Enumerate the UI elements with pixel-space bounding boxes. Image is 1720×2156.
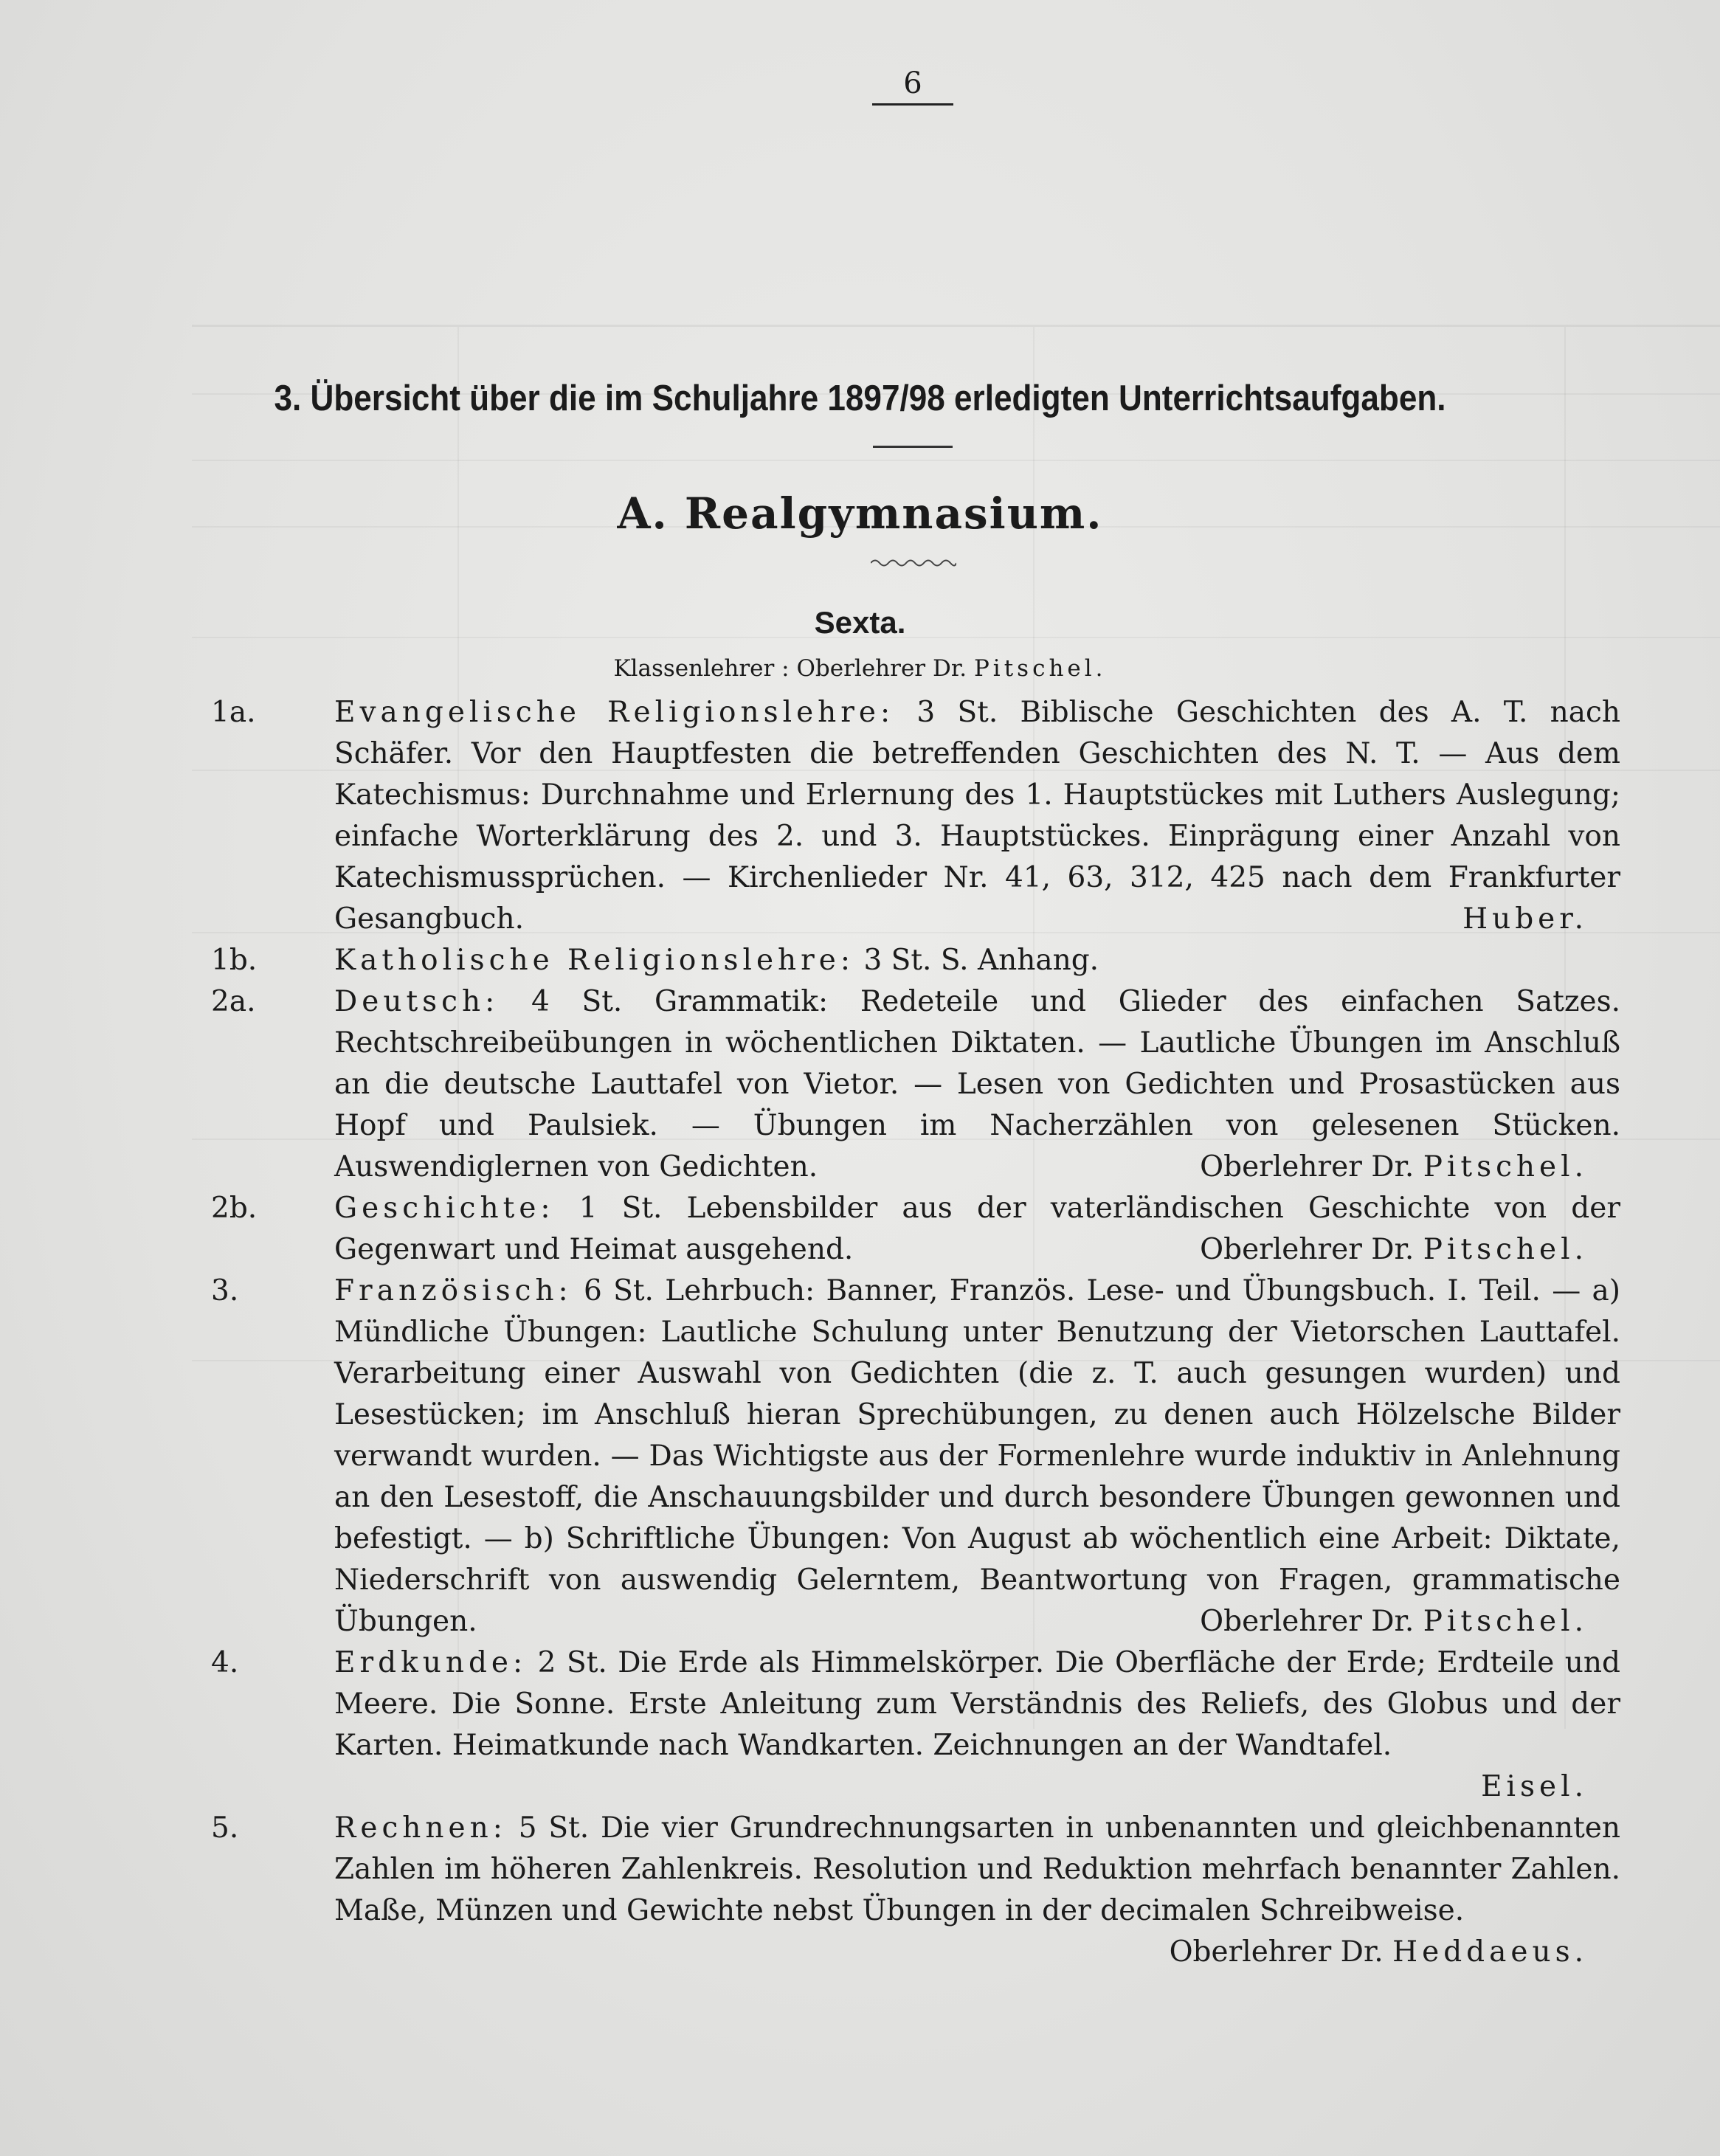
curriculum-entry — [211, 1271, 1620, 1642]
curriculum-entry — [211, 1642, 1620, 1808]
wavy-divider — [871, 558, 956, 568]
entry-text: 6 St. Lehrbuch: Banner, Französ. Lese- und Übungsbuch. I. Teil. — a) Mündliche Übungen: Lautliche Schulung unter Benutzung der Vietorschen Lauttafel. Verarbeitung einer Auswahl von Gedichten (die z. T. auch gesungen wurden) und Lesestücken; im Anschluß hieran Sprechübungen, zu denen auch Hölzelsche Bilder verwandt wurden. — Das Wichtigste aus der Formenlehre wurde induktiv in Anlehnung an den Lesestoff, die Anschauungsbilder und durch besondere Übungen gewonnen und befestigt. — b) Schriftliche Übungen: Von August ab wöchentlich eine Arbeit: Diktate, Niederschrift von auswendig Gelerntem, Beantwortung von Fragen, grammatische Übungen. — [334, 1274, 1620, 1638]
curriculum-entry — [211, 1188, 1620, 1271]
class-teacher-name: Pitschel. — [973, 655, 1107, 682]
page-heading: 3. Übersicht über die im Schuljahre 1897/98 erledigten Unterrichtsaufgaben. — [274, 379, 1446, 418]
curriculum-entry — [211, 981, 1620, 1188]
teacher-name: Huber. — [1462, 902, 1588, 936]
teacher-name: Pitschel. — [1423, 1605, 1588, 1638]
entry-teacher — [1200, 1147, 1588, 1188]
entry-number: 1b. — [211, 944, 258, 977]
entry-text: 2 St. Die Erde als Himmelskörper. Die Oberfläche der Erde; Erdteile und Meere. Die Sonne. Erste Anleitung zum Verständnis des Reliefs, des Globus und der Karten. Heimatkunde nach Wandkarten. Zeichnungen an der Wandtafel. — [334, 1646, 1620, 1762]
entry-teacher — [1200, 1601, 1588, 1642]
entry-subject: Deutsch: — [334, 985, 500, 1018]
entry-number: 5. — [211, 1811, 239, 1845]
entry-text: 1 St. Lebensbilder aus der vaterländischen Geschichte von der Gegenwart und Heimat ausgehend. — [334, 1192, 1620, 1266]
curriculum-entry — [211, 692, 1620, 940]
entry-subject: Rechnen: — [334, 1811, 507, 1845]
entry-text: 5 St. Die vier Grundrechnungsarten in unbenannten und gleichbenannten Zahlen im höheren Zahlenkreis. Resolution und Reduktion mehrfach benannter Zahlen. Maße, Münzen und Gewichte nebst Übungen in der decimalen Schreibweise. — [334, 1811, 1620, 1927]
curriculum-list — [211, 692, 1620, 1973]
teacher-prefix: Oberlehrer Dr. — [1200, 1605, 1415, 1638]
teacher-prefix: Oberlehrer Dr. — [1169, 1935, 1384, 1969]
entry-teacher — [1200, 1229, 1588, 1271]
entry-teacher — [334, 1932, 1588, 1973]
class-name: Sexta. — [814, 605, 906, 640]
entry-number: 1a. — [211, 696, 256, 729]
entry-number: 4. — [211, 1646, 239, 1679]
curriculum-entry — [211, 1808, 1620, 1973]
teacher-name: Eisel. — [1481, 1770, 1588, 1803]
heading-divider — [873, 446, 953, 448]
entry-text: 3 St. S. Anhang. — [863, 944, 1099, 977]
entry-subject: Evangelische Religionslehre: — [334, 696, 895, 729]
teacher-prefix: Oberlehrer Dr. — [1200, 1150, 1415, 1184]
curriculum-entry — [211, 940, 1620, 981]
entry-teacher — [1462, 899, 1588, 940]
entry-number: 2a. — [211, 985, 256, 1018]
entry-subject: Geschichte: — [334, 1192, 555, 1225]
class-teacher — [0, 655, 1720, 682]
teacher-prefix: Oberlehrer Dr. — [1200, 1233, 1415, 1266]
entry-subject: Katholische Religionslehre: — [334, 944, 855, 977]
class-teacher-label: Klassenlehrer : Oberlehrer Dr. — [613, 655, 967, 682]
teacher-name: Pitschel. — [1423, 1233, 1588, 1266]
page-number: 6 — [872, 66, 953, 106]
entry-text: 4 St. Grammatik: Redeteile und Glieder des einfachen Satzes. Rechtschreibeübungen in wöchentlichen Diktaten. — Lautliche Übungen im Anschluß an die deutsche Lauttafel von Vietor. — Lesen von Gedichten und Prosastücken aus Hopf und Paulsiek. — Übungen im Nacherzählen von gelesenen Stücken. Auswendiglernen von Gedichten. — [334, 985, 1620, 1184]
entry-number: 2b. — [211, 1192, 258, 1225]
teacher-name: Heddaeus. — [1392, 1935, 1588, 1969]
entry-subject: Französisch: — [334, 1274, 573, 1307]
entry-subject: Erdkunde: — [334, 1646, 528, 1679]
entry-number: 3. — [211, 1274, 239, 1307]
teacher-name: Pitschel. — [1423, 1150, 1588, 1184]
entry-text: 3 St. Biblische Geschichten des A. T. nach Schäfer. Vor den Hauptfesten die betreffenden Geschichten des N. T. — Aus dem Katechismus: Durchnahme und Erlernung des 1. Hauptstückes mit Luthers Auslegung; einfache Worterklärung des 2. und 3. Hauptstückes. Einprägung einer Anzahl von Katechismussprüchen. — Kirchenlieder Nr. 41, 63, 312, 425 nach dem Frankfurter Gesangbuch. — [334, 696, 1620, 936]
section-title: A. Realgymnasium. — [617, 488, 1103, 539]
entry-teacher — [334, 1766, 1588, 1808]
